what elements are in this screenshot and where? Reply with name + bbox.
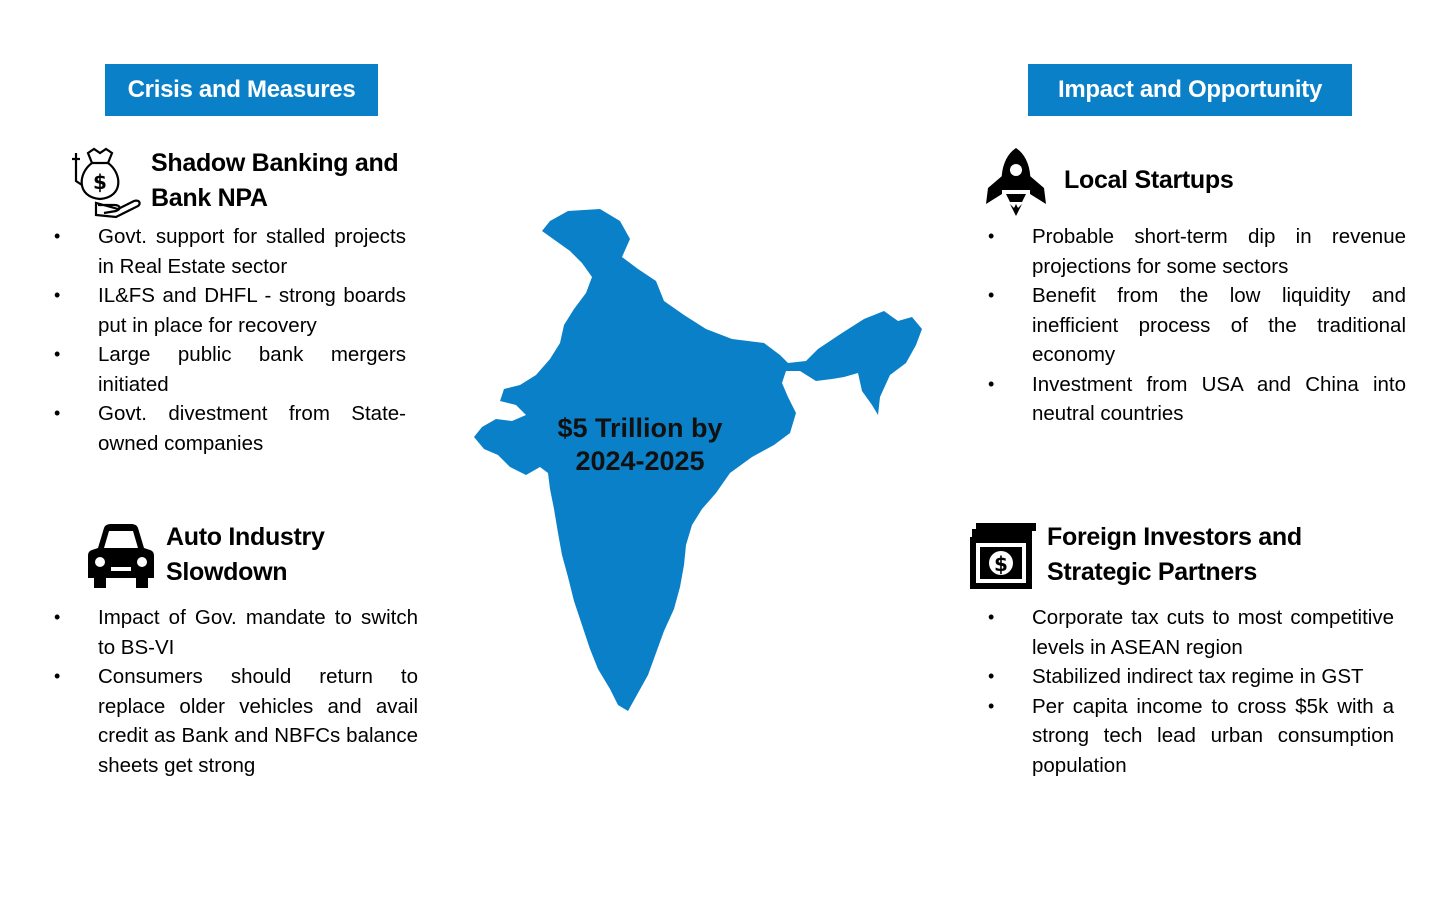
svg-text:$: $ (994, 552, 1008, 576)
list-item: • Corporate tax cuts to most competitive levels in ASEAN region (986, 603, 1394, 662)
list-item: • Consumers should return to replace older vehicles and avail credit as Bank and NBFCs balance sheets get strong (52, 662, 418, 780)
auto-industry-list (52, 603, 418, 780)
list-item: • Probable short-term dip in revenue projections for some sectors (986, 222, 1406, 281)
center-line2: 2024-2025 (575, 446, 705, 476)
list-item: • Large public bank mergers initiated (52, 340, 406, 399)
foreign-investors-title (1047, 520, 1302, 590)
foreign-title-line2: Strategic Partners (1047, 558, 1257, 586)
center-line1: $5 Trillion by (557, 413, 723, 443)
local-startups-title (1064, 163, 1233, 198)
auto-title-line2: Slowdown (166, 558, 288, 586)
list-item: • Stabilized indirect tax regime in GST (986, 662, 1394, 692)
center-target (520, 412, 760, 478)
foreign-title-line1: Foreign Investors and (1047, 523, 1302, 551)
list-item: • Benefit from the low liquidity and inefficient process of the traditional economy (986, 281, 1406, 370)
list-item: • Investment from USA and China into neutral countries (986, 370, 1406, 429)
list-item: • Govt. divestment from State-owned companies (52, 399, 406, 458)
svg-text:$: $ (93, 170, 107, 194)
shadow-title-line2: Bank NPA (151, 184, 268, 212)
shadow-title-line1: Shadow Banking and (151, 149, 399, 177)
shadow-banking-list (52, 222, 406, 458)
right-header: Impact and Opportunity (1028, 64, 1352, 116)
auto-title-line1: Auto Industry (166, 523, 325, 551)
list-item: • IL&FS and DHFL - strong boards put in place for recovery (52, 281, 406, 340)
list-item: • Impact of Gov. mandate to switch to BS-VI (52, 603, 418, 662)
banknotes-icon (968, 521, 1038, 591)
list-item: • Per capita income to cross $5k with a strong tech lead urban consumption population (986, 692, 1394, 781)
list-item: • Govt. support for stalled projects in Real Estate sector (52, 222, 406, 281)
car-icon (86, 522, 156, 592)
money-bag-hand-icon (70, 145, 144, 219)
rocket-icon (982, 146, 1050, 218)
startups-title-line1: Local Startups (1064, 166, 1234, 194)
foreign-investors-list (986, 603, 1394, 780)
auto-industry-title (166, 520, 325, 590)
left-header: Crisis and Measures (105, 64, 378, 116)
shadow-banking-title (151, 146, 398, 216)
local-startups-list (986, 222, 1406, 429)
